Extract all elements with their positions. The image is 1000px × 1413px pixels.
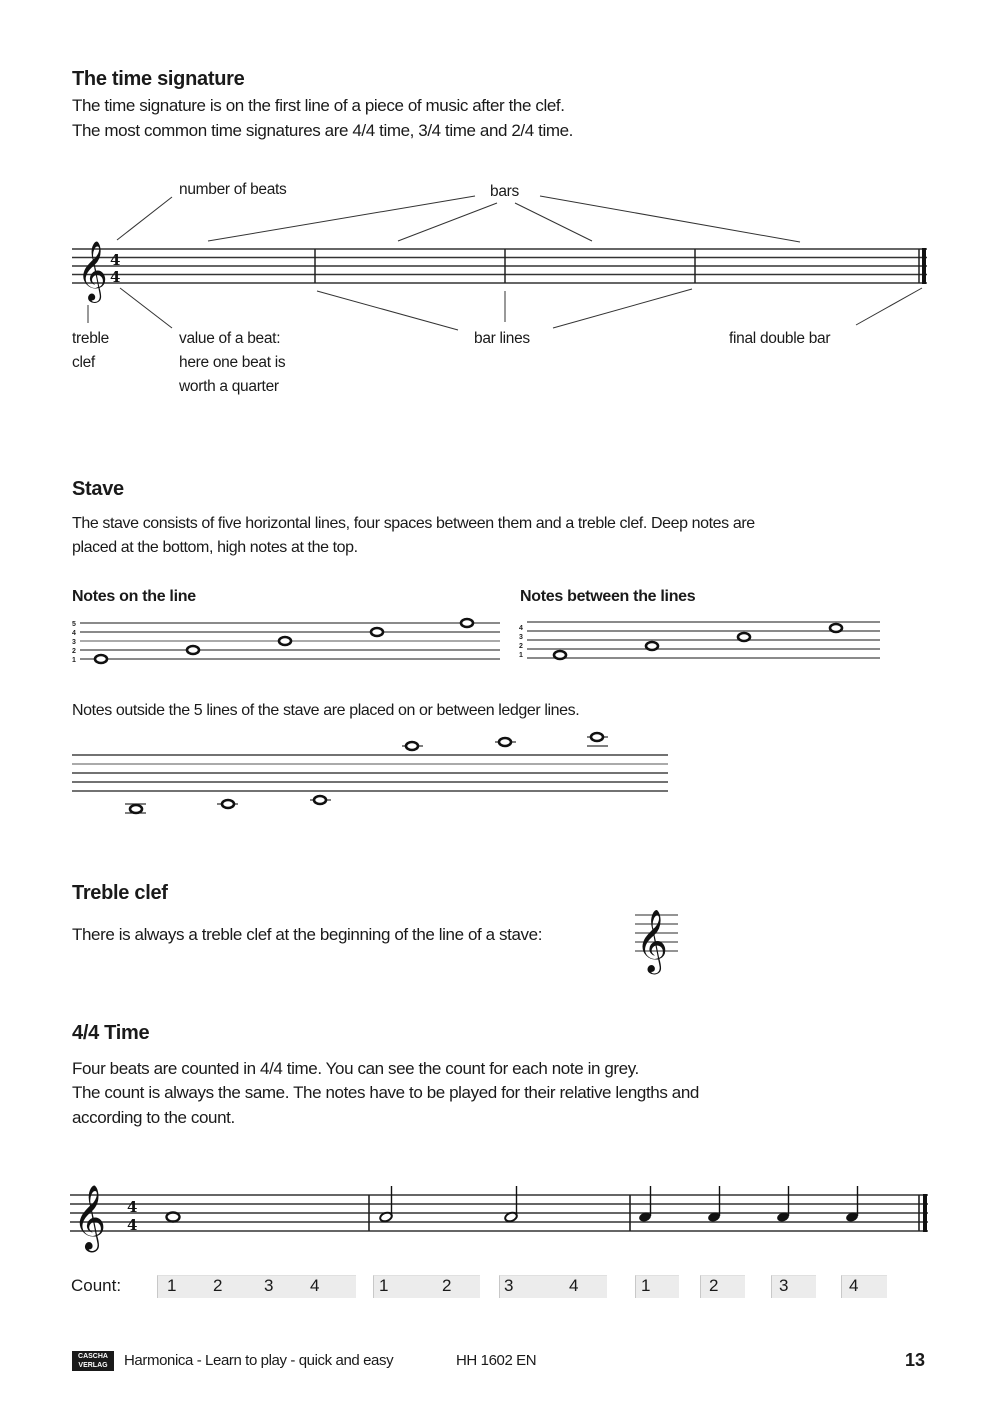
ledger-lines-diagram — [0, 720, 1000, 840]
section-title-time-signature: The time signature — [72, 68, 245, 90]
stave-text-1: The stave consists of five horizontal lines, four spaces between them and a treble clef. Deep notes are — [72, 515, 755, 532]
time-signature-bottom: 4 — [127, 1216, 138, 1234]
count-number: 3 — [264, 1276, 274, 1295]
label-value-beat-2: here one beat is — [179, 354, 286, 371]
treble-clef-stave-example — [630, 898, 690, 978]
section-title-four-four: 4/4 Time — [72, 1022, 150, 1044]
label-final-double-bar: final double bar — [729, 330, 831, 347]
count-box-bar2b — [499, 1275, 607, 1298]
label-bars: bars — [490, 183, 519, 200]
section-title-stave: Stave — [72, 478, 124, 500]
four-four-text-1: Four beats are counted in 4/4 time. You can see the count for each note in grey. — [72, 1059, 639, 1078]
count-number: 2 — [709, 1276, 719, 1295]
logo-line-2: VERLAG — [78, 1362, 108, 1369]
label-number-of-beats: number of beats — [179, 181, 287, 198]
time-signature-top: 4 — [127, 1198, 138, 1216]
stave-lines — [72, 249, 927, 283]
publisher-logo — [72, 1351, 114, 1371]
time-signature-text-1: The time signature is on the first line of a piece of music after the clef. — [72, 96, 565, 115]
time-signature-text-2: The most common time signatures are 4/4 time, 3/4 time and 2/4 time. — [72, 121, 573, 140]
four-four-text-2: The count is always the same. The notes have to be played for their relative lengths and — [72, 1083, 699, 1102]
notes-on-line-title: Notes on the line — [72, 588, 196, 605]
notes-between-title: Notes between the lines — [520, 588, 696, 605]
count-number: 2 — [442, 1276, 452, 1295]
svg-text:4: 4 — [519, 625, 523, 632]
treble-clef-icon: 𝄞 — [73, 1185, 107, 1250]
svg-text:4: 4 — [72, 630, 76, 637]
logo-line-1: CASCHA — [78, 1353, 108, 1360]
footer-book-title: Harmonica - Learn to play - quick and easy — [124, 1352, 394, 1369]
count-box-bar2a — [373, 1275, 480, 1298]
label-value-beat-3: worth a quarter — [179, 378, 279, 395]
label-treble-1: treble — [72, 330, 109, 347]
count-box-bar3d — [841, 1275, 887, 1298]
label-treble-2: clef — [72, 354, 95, 371]
svg-text:2: 2 — [72, 648, 76, 655]
stave-text-2: placed at the bottom, high notes at the top. — [72, 539, 358, 556]
section-title-treble-clef: Treble clef — [72, 882, 168, 904]
count-number: 1 — [641, 1276, 651, 1295]
treble-clef-icon: 𝄞 — [636, 909, 668, 972]
svg-text:5: 5 — [72, 621, 76, 628]
count-number: 4 — [569, 1276, 579, 1295]
svg-text:1: 1 — [519, 652, 523, 659]
count-number: 3 — [504, 1276, 514, 1295]
svg-text:3: 3 — [72, 639, 76, 646]
count-number: 4 — [849, 1276, 859, 1295]
final-double-bar — [922, 248, 926, 284]
count-box-bar1 — [157, 1275, 356, 1298]
four-four-text-3: according to the count. — [72, 1108, 235, 1127]
count-box-bar3b — [700, 1275, 745, 1298]
count-number: 1 — [379, 1276, 389, 1295]
count-number: 2 — [213, 1276, 223, 1295]
label-value-beat-1: value of a beat: — [179, 330, 281, 347]
svg-text:2: 2 — [519, 643, 523, 650]
svg-text:1: 1 — [72, 657, 76, 664]
svg-text:3: 3 — [519, 634, 523, 641]
count-box-bar3c — [771, 1275, 816, 1298]
label-bar-lines: bar lines — [474, 330, 530, 347]
count-number: 4 — [310, 1276, 320, 1295]
page-number: 13 — [905, 1350, 926, 1370]
count-number: 1 — [167, 1276, 177, 1295]
count-number: 3 — [779, 1276, 789, 1295]
treble-clef-icon: 𝄞 — [77, 241, 108, 301]
count-label: Count: — [71, 1276, 122, 1295]
footer-code: HH 1602 EN — [456, 1352, 537, 1369]
final-double-bar — [923, 1194, 927, 1232]
time-signature-diagram — [0, 0, 1000, 420]
time-signature-top: 4 — [110, 251, 121, 269]
whole-note-icon — [167, 1213, 180, 1222]
time-signature-bottom: 4 — [110, 268, 121, 286]
ledger-lines-text: Notes outside the 5 lines of the stave are placed on or between ledger lines. — [72, 702, 580, 719]
treble-clef-text: There is always a treble clef at the beginning of the line of a stave: — [72, 925, 543, 944]
four-four-stave — [0, 1170, 1000, 1260]
